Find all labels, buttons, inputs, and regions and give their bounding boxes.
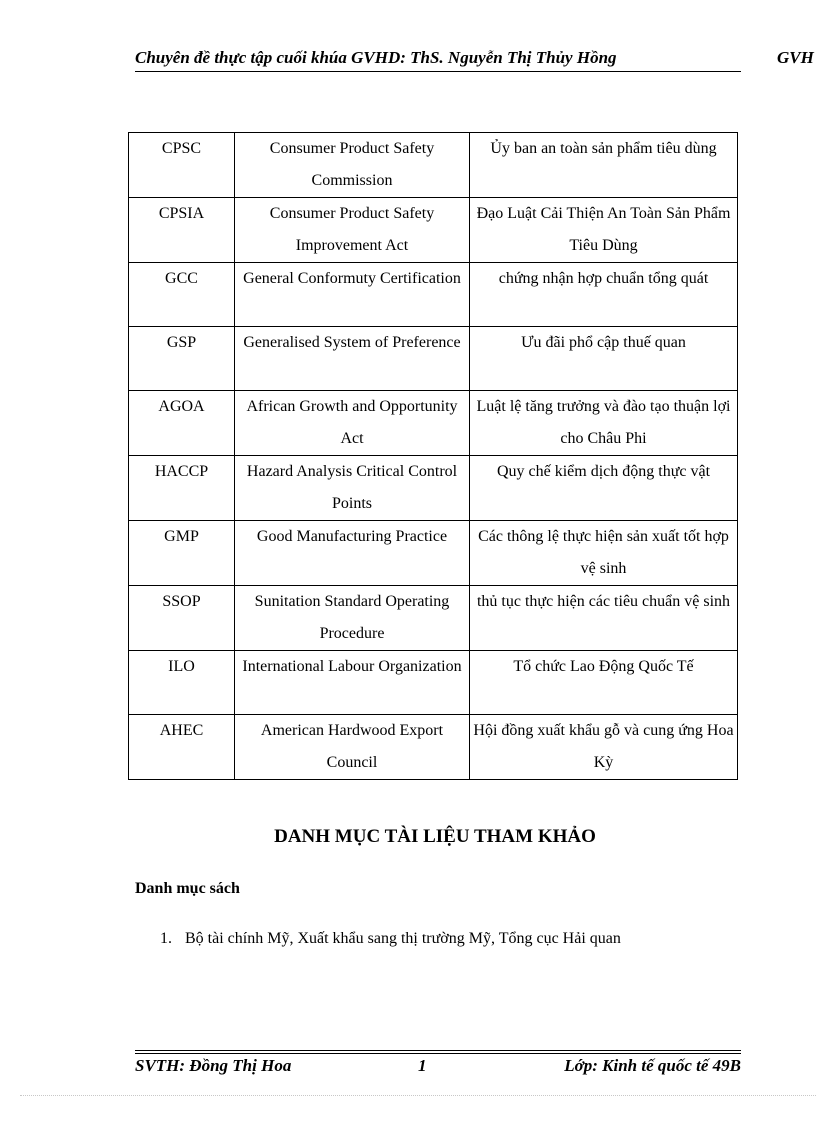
references-title: DANH MỤC TÀI LIỆU THAM KHẢO	[274, 826, 596, 847]
abbr-cell: GMP	[129, 521, 235, 586]
footer-student: SVTH: Đồng Thị Hoa	[135, 1056, 292, 1075]
abbr-cell: CPSC	[129, 133, 235, 198]
footer-rule-top	[135, 1050, 741, 1051]
footer-rule-bottom	[135, 1053, 741, 1054]
abbr-cell: GSP	[129, 327, 235, 391]
table-row	[129, 391, 738, 456]
vietnamese-term-cell: Ủy ban an toàn sản phẩm tiêu dùng	[470, 133, 738, 198]
vietnamese-term-cell: Tổ chức Lao Động Quốc Tế	[470, 651, 738, 715]
english-term-cell: Generalised System of Preference	[235, 327, 470, 391]
abbr-cell: SSOP	[129, 586, 235, 651]
vietnamese-term-cell: chứng nhận hợp chuẩn tổng quát	[470, 263, 738, 327]
table-row	[129, 133, 738, 198]
english-term-cell: Hazard Analysis Critical Control Points	[235, 456, 470, 521]
references-subheading: Danh mục sách	[135, 880, 240, 897]
vietnamese-term-cell: Đạo Luật Cải Thiện An Toàn Sản Phẩm Tiêu Dùng	[470, 198, 738, 263]
english-term-cell: General Conformuty Certification	[235, 263, 470, 327]
reference-number: 1.	[160, 930, 172, 947]
english-term-cell: African Growth and Opportunity Act	[235, 391, 470, 456]
english-term-cell: Good Manufacturing Practice	[235, 521, 470, 586]
vietnamese-term-cell: Ưu đãi phổ cập thuế quan	[470, 327, 738, 391]
page-footer	[135, 1056, 741, 1080]
table-row	[129, 586, 738, 651]
reference-item	[160, 930, 621, 948]
vietnamese-term-cell: Luật lệ tăng trưởng và đào tạo thuận lợi cho Châu Phi	[470, 391, 738, 456]
english-term-cell: Sunitation Standard Operating Procedure	[235, 586, 470, 651]
table-row	[129, 715, 738, 780]
bottom-dotted-line	[20, 1095, 816, 1096]
english-term-cell: International Labour Organization	[235, 651, 470, 715]
table-row	[129, 521, 738, 586]
table-row	[129, 651, 738, 715]
table-row	[129, 198, 738, 263]
english-term-cell: Consumer Product Safety Commission	[235, 133, 470, 198]
reference-text: Bộ tài chính Mỹ, Xuất khẩu sang thị trường Mỹ, Tổng cục Hải quan	[185, 930, 621, 947]
vietnamese-term-cell: thủ tục thực hiện các tiêu chuẩn vệ sinh	[470, 586, 738, 651]
vietnamese-term-cell: Quy chế kiểm dịch động thực vật	[470, 456, 738, 521]
header-title: Chuyên đề thực tập cuối khúa GVHD: ThS. Nguyễn Thị Thủy Hồng	[135, 48, 617, 67]
table-row	[129, 263, 738, 327]
english-term-cell: American Hardwood Export Council	[235, 715, 470, 780]
english-term-cell: Consumer Product Safety Improvement Act	[235, 198, 470, 263]
abbr-cell: HACCP	[129, 456, 235, 521]
table-row	[129, 456, 738, 521]
abbr-cell: GCC	[129, 263, 235, 327]
abbr-cell: ILO	[129, 651, 235, 715]
vietnamese-term-cell: Hội đồng xuất khẩu gỗ và cung ứng Hoa Kỳ	[470, 715, 738, 780]
table-row	[129, 327, 738, 391]
abbr-cell: CPSIA	[129, 198, 235, 263]
vietnamese-term-cell: Các thông lệ thực hiện sản xuất tốt hợp vệ sinh	[470, 521, 738, 586]
header-right-text: GVH	[777, 48, 814, 67]
abbreviation-table	[128, 132, 738, 780]
abbr-cell: AHEC	[129, 715, 235, 780]
abbr-cell: AGOA	[129, 391, 235, 456]
header-rule	[135, 71, 741, 72]
footer-class: Lớp: Kinh tế quốc tế 49B	[564, 1056, 741, 1075]
footer-page-number: 1	[418, 1056, 427, 1075]
